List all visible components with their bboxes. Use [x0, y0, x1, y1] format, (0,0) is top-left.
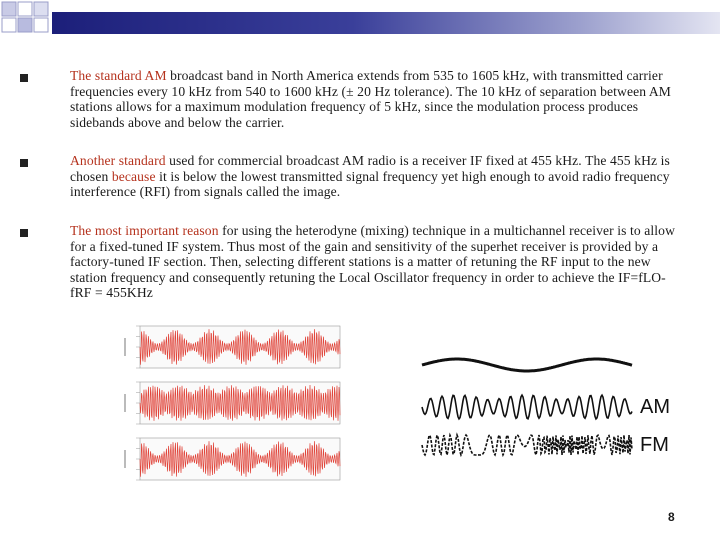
modulation-plots-image: [110, 318, 360, 488]
am-label: AM: [640, 396, 670, 418]
bullet-square-icon: [20, 74, 28, 82]
bullet-square-icon: [20, 229, 28, 237]
highlight-text: The most important reason: [70, 223, 219, 238]
title-bar-gradient: [52, 12, 720, 34]
corner-squares-decoration: [0, 0, 60, 40]
bullet-square-icon: [20, 159, 28, 167]
highlight-text: The standard AM: [70, 68, 167, 83]
paragraph-text: it is below the lowest transmitted signal frequency yet high enough to avoid radio frequency interference (RFI) from signals called the image.: [70, 168, 670, 199]
paragraph-text: for using the heterodyne (mixing) technique in a multichannel receiver is to allow for a fixed-tuned IF system. Thus most of the gain and sensitivity of the superhet receiver is provided by a factory-tuned IF section. Then, selecting different stations is a matter of retuning the RF input to the new station frequency and consequently retuning the Local Oscillator frequency in order to achieve the IF=fLO-fRF = 455KHz: [70, 223, 675, 300]
plot-axis-label-mark: [124, 394, 126, 412]
plot-panel: [124, 382, 340, 424]
plot-axis-label-mark: [124, 450, 126, 468]
fm-wave: [422, 435, 632, 455]
message-signal-wave: [422, 359, 632, 371]
am-wave: [422, 395, 632, 419]
plot-panel: [124, 438, 340, 480]
paragraph-text: used for commercial broadcast AM radio is a receiver IF fixed at 455 kHz. The 455 kHz is chosen: [70, 153, 670, 184]
bullet-paragraph-1: [70, 68, 682, 130]
bullet-paragraph-3: [70, 223, 682, 301]
highlight-text: Another standard: [70, 153, 166, 168]
highlight-text: because: [108, 168, 156, 184]
plot-axis-label-mark: [124, 338, 126, 356]
am-fm-waveform-diagram: [418, 345, 698, 465]
paragraph-text: broadcast band in North America extends from 535 to 1605 kHz, with transmitted carrier frequencies every 10 kHz from 540 to 1600 kHz (± 20 Hz tolerance). The 10 kHz of separation between AM stations allows for a maximum modulation frequency of 5 kHz, since the modulation process produces sidebands above and below the carrier.: [70, 68, 671, 130]
fm-label: FM: [640, 434, 669, 456]
bullet-paragraph-2: [70, 153, 682, 200]
page-number: 8: [668, 510, 675, 524]
plot-panel: [124, 326, 340, 368]
